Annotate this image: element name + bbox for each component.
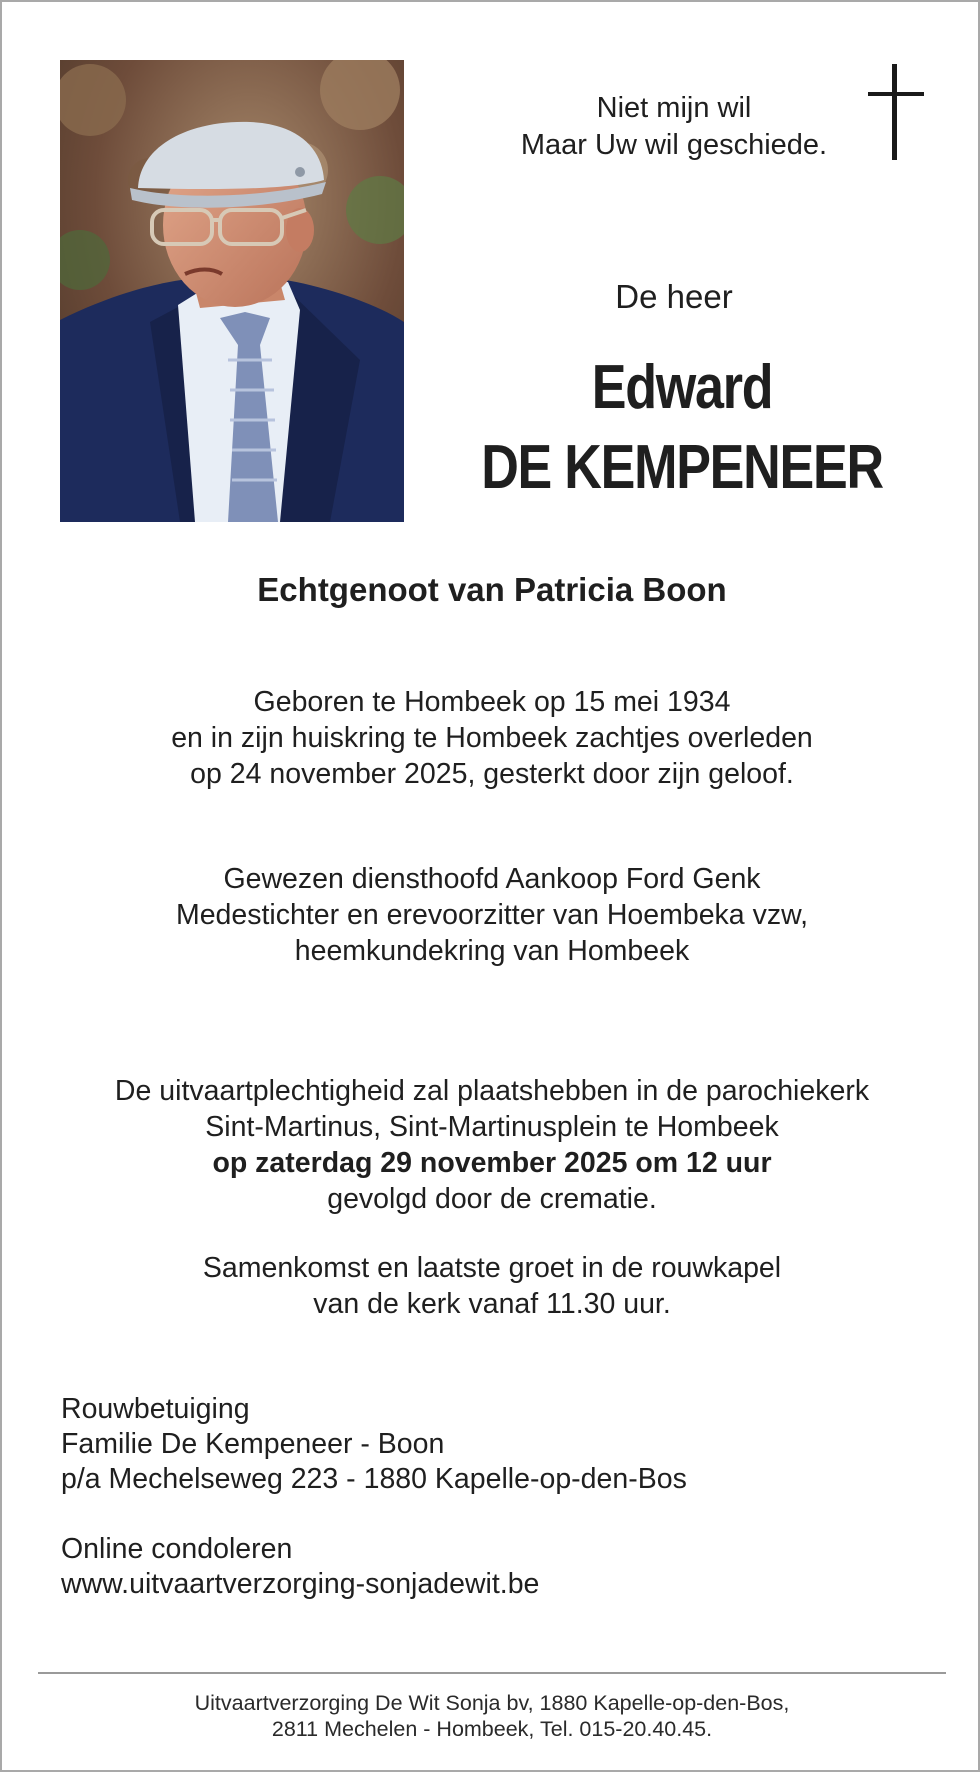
funeral-line-2: Sint-Martinus, Sint-Martinusplein te Hombeek [205,1111,779,1143]
spouse-line: Echtgenoot van Patricia Boon [257,571,727,608]
career-line-2: Medestichter en erevoorzitter van Hoembeka vzw, [175,899,809,931]
mourning-address [61,1392,941,1497]
career-info [2,861,980,969]
career-line-1: Gewezen diensthoofd Aankoop Ford Genk [223,863,761,895]
gathering-line-1: Samenkomst en laatste groet in de rouwkapel [202,1252,782,1284]
verse-line-1: Niet mijn wil [596,92,752,124]
funeral-info [2,1073,980,1217]
funeral-line-1: De uitvaartplechtigheid zal plaatshebben in de parochiekerk [114,1075,870,1107]
birth-line: Geboren te Hombeek op 15 mei 1934 [253,686,731,718]
gathering-line-2: van de kerk vanaf 11.30 uur. [313,1288,671,1320]
funeral-line-4: gevolgd door de crematie. [327,1183,657,1215]
portrait-photo [60,60,404,522]
funeral-date: op zaterdag 29 november 2025 om 12 uur [212,1147,772,1179]
funeral-home-footer [2,1690,980,1742]
death-line-2: op 24 november 2025, gesterkt door zijn geloof. [190,758,794,790]
online-heading: Online condoleren [61,1533,293,1565]
online-condolences [61,1532,941,1602]
deceased-first-name: Edward [591,353,773,422]
footer-line-1: Uitvaartverzorging De Wit Sonja bv, 1880 Kapelle-op-den-Bos, [194,1691,790,1715]
deceased-name [480,348,883,508]
honorific: De heer [615,278,733,315]
footer-line-2: 2811 Mechelen - Hombeek, Tel. 015-20.40.45. [271,1717,713,1741]
birth-death-info [2,684,980,792]
death-line-1: en in zijn huiskring te Hombeek zachtjes overleden [171,722,813,754]
gathering-info [2,1250,980,1322]
career-line-3: heemkundekring van Hombeek [294,935,690,967]
verse-line-2: Maar Uw wil geschiede. [520,129,828,161]
footer-divider [38,1672,946,1674]
mourning-heading: Rouwbetuiging [61,1393,250,1425]
mourning-family: Familie De Kempeneer - Boon [61,1428,445,1460]
bible-verse [472,90,876,164]
online-url-link[interactable]: www.uitvaartverzorging-sonjadewit.be [61,1568,540,1600]
deceased-last-name: DE KEMPENEER [481,433,883,502]
cross-icon [868,64,924,160]
mourning-postal-address: p/a Mechelseweg 223 - 1880 Kapelle-op-den-Bos [61,1463,687,1495]
